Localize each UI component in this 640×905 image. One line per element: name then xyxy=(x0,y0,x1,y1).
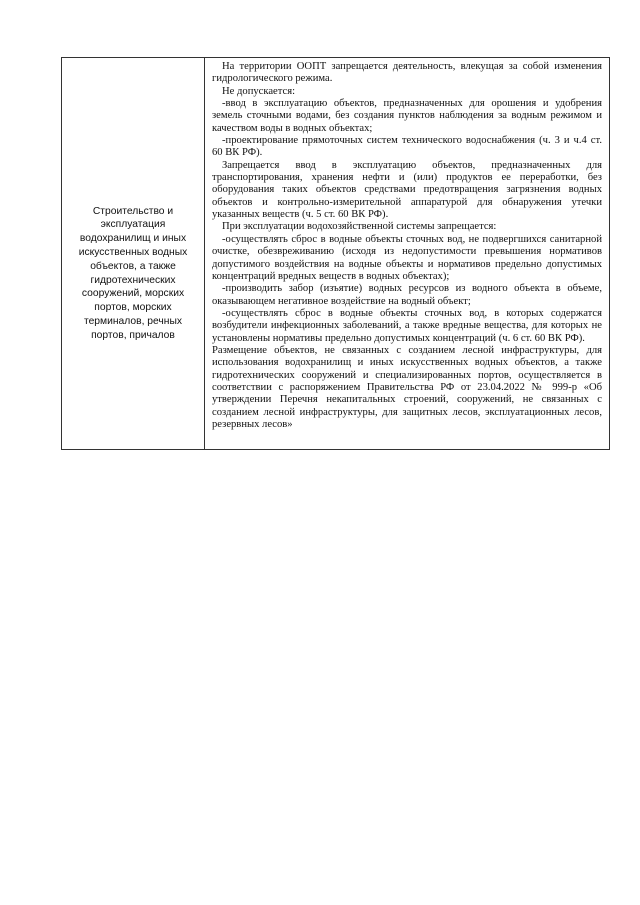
restriction-paragraph: Размещение объектов, не связанных с созданием лесной инфраструктуры, для использования водохранилищ и иных искусственных водных объектов, а также гидротехнических сооружений и специализированных портов, осуществляется в соответствии с распоряжением Правительства РФ от 23.04.2022 № 999-р «Об утверждении Перечня некапитальных строений, сооружений, не связанных с созданием лесной инфраструктуры, для защитных лесов, эксплуатационных лесов, резервных лесов» xyxy=(212,344,602,430)
restriction-paragraph: -производить забор (изъятие) водных ресурсов из водного объекта в объеме, оказывающем негативное воздействие на водный объект; xyxy=(212,283,602,307)
restriction-paragraph: При эксплуатации водохозяйственной системы запрещается: xyxy=(222,221,497,233)
restriction-paragraph: Не допускается: xyxy=(222,85,296,97)
restrictions-cell xyxy=(205,58,610,450)
restriction-paragraph: -осуществлять сброс в водные объекты сточных вод, в которых содержатся возбудители инфекционных заболеваний, а также вредные вещества, для которых не установлены нормативы предельно допустимых концентраций (ч. 6 ст. 60 ВК РФ). xyxy=(212,307,602,344)
activity-type-cell xyxy=(62,58,205,450)
restriction-paragraph: Запрещается ввод в эксплуатацию объектов, предназначенных для транспортирования, хранения нефти и (или) продуктов ее переработки, без оборудования таких объектов средствами предотвращения загрязнения водных объектов и контрольно-измерительной аппаратурой для обнаружения утечки указанных веществ (ч. 5 ст. 60 ВК РФ). xyxy=(212,159,602,221)
regulation-table xyxy=(61,57,610,450)
restriction-paragraph: На территории ООПТ запрещается деятельность, влекущая за собой изменения гидрологического режима. xyxy=(212,61,602,85)
restriction-paragraph: -ввод в эксплуатацию объектов, предназначенных для орошения и удобрения земель сточными водами, без создания пунктов наблюдения за водным режимом и качеством воды в водных объектах; xyxy=(212,98,602,134)
restriction-paragraph: -проектирование прямоточных систем технического водоснабжения (ч. 3 и ч.4 ст. 60 ВК РФ). xyxy=(212,135,602,159)
restriction-paragraph: -осуществлять сброс в водные объекты сточных вод, не подвергшихся санитарной очистке, обезвреживанию (исходя из недопустимости превышения нормативов допустимого воздействия на водные объекты и нормативов предельно допустимых концентраций вредных веществ в водных объектах); xyxy=(212,233,602,282)
activity-type-text: Строительство и эксплуатация водохранилищ и иных искусственных водных объектов, а также гидротехнических сооружений, морских портов, морских терминалов, речных портов, причалов xyxy=(78,205,188,341)
table-row xyxy=(62,58,610,450)
